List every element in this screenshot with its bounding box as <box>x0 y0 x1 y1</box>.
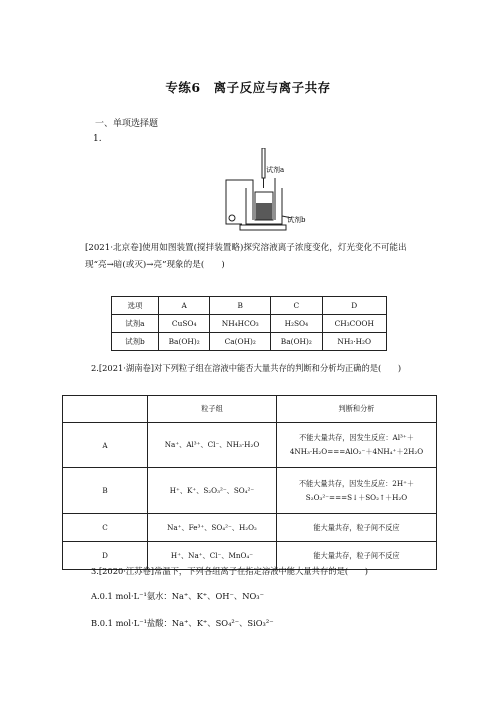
table-cell: H₂SO₄ <box>271 315 322 333</box>
section-heading: 一、单项选择题 <box>95 119 159 129</box>
question-3-option-a: A.0.1 mol·L⁻¹氨水：Na⁺、K⁺、OH⁻、NO₃⁻ <box>91 591 264 601</box>
table-cell: 判断和分析 <box>277 396 437 423</box>
question-2-line: 2.[2021·湖南卷]对下列粒子组在溶液中能否大量共存的判断和分析均正确的是( ) <box>91 363 402 373</box>
table-cell: 选项 <box>112 297 159 315</box>
table-cell: A <box>63 423 148 468</box>
table-cell: 试剂a <box>112 315 159 333</box>
table-row <box>112 315 387 333</box>
table-cell: Na⁺、Fe³⁺、SO₄²⁻、H₂O₂ <box>148 514 277 542</box>
table-cell: C <box>271 297 322 315</box>
table-cell: Ca(OH)₂ <box>210 333 271 351</box>
table-header-row <box>63 396 437 423</box>
table-row <box>63 423 437 468</box>
reagent-b-label: 试剂b <box>287 216 306 224</box>
table-cell: 粒子组 <box>148 396 277 423</box>
table-cell: A <box>159 297 210 315</box>
table-cell: Na⁺、Al³⁺、Cl⁻、NH₃·H₂O <box>148 423 277 468</box>
table-row <box>63 468 437 514</box>
question-1-table <box>111 296 387 351</box>
table-cell: D <box>322 297 387 315</box>
table-cell: NH₃·H₂O <box>322 333 387 351</box>
question-1-line-1: [2021·北京卷]使用如图装置(搅拌装置略)探究溶液离子浓度变化，灯光变化不可能出 <box>85 243 407 253</box>
table-cell: Ba(OH)₂ <box>159 333 210 351</box>
table-cell: 试剂b <box>112 333 159 351</box>
table-cell: CuSO₄ <box>159 315 210 333</box>
question-2-table <box>62 395 437 570</box>
table-row <box>112 333 387 351</box>
question-1-line-2: 现“亮→暗(或灭)→亮”现象的是( ) <box>85 260 225 270</box>
table-cell <box>63 396 148 423</box>
table-header-row <box>112 297 387 315</box>
question-1-number: 1. <box>93 134 102 144</box>
table-cell: B <box>63 468 148 514</box>
table-cell: C <box>63 514 148 542</box>
experiment-apparatus-figure <box>206 148 306 234</box>
question-3-line: 3.[2020·江苏卷]常温下，下列各组离子在指定溶液中能大量共存的是( ) <box>91 566 368 576</box>
table-cell: D <box>63 542 148 570</box>
table-row <box>63 514 437 542</box>
table-cell: 能大量共存，粒子间不反应 <box>277 514 437 542</box>
table-cell: H⁺、K⁺、S₂O₃²⁻、SO₄²⁻ <box>148 468 277 514</box>
reagent-a-label: 试剂a <box>266 166 285 174</box>
table-cell: H⁺、Na⁺、Cl⁻、MnO₄⁻ <box>148 542 277 570</box>
table-cell: 不能大量共存，因发生反应：Al³⁺＋ 4NH₃·H₂O===AlO₂⁻＋4NH₄⁺＋2H₂O <box>277 423 437 468</box>
page-title: 专练6 离子反应与离子共存 <box>165 80 331 95</box>
question-3-option-b: B.0.1 mol·L⁻¹盐酸：Na⁺、K⁺、SO₄²⁻、SiO₃²⁻ <box>91 618 274 628</box>
table-cell: CH₃COOH <box>322 315 387 333</box>
table-cell: 能大量共存，粒子间不反应 <box>277 542 437 570</box>
table-cell: B <box>210 297 271 315</box>
table-cell: 不能大量共存，因发生反应：2H⁺＋ S₂O₃²⁻===S↓＋SO₂↑＋H₂O <box>277 468 437 514</box>
table-cell: NH₄HCO₃ <box>210 315 271 333</box>
table-cell: Ba(OH)₂ <box>271 333 322 351</box>
